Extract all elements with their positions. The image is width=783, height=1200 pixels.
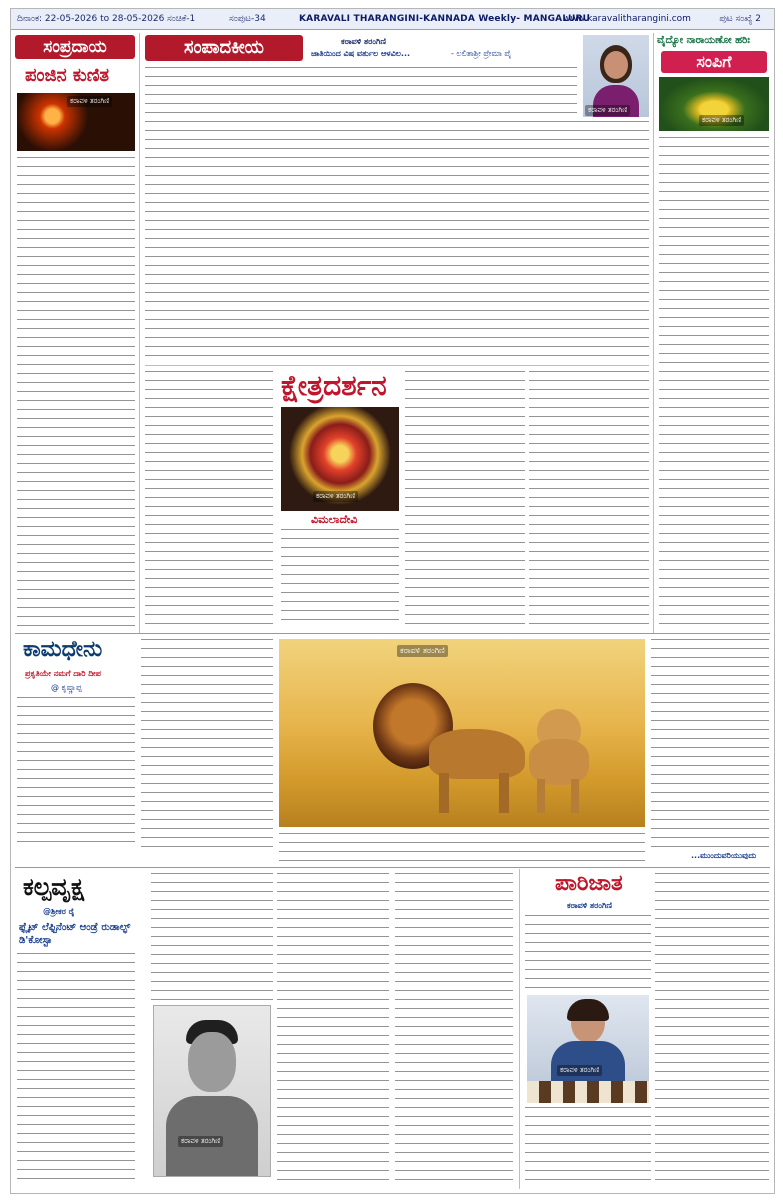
vaidya-label: ವೈದ್ಯೋ ನಾರಾಯಣೋ ಹರಿಃ [657, 35, 750, 46]
kshetra-left-text [145, 371, 273, 627]
chess-player-photo [527, 995, 649, 1103]
kamadhenu-title: ಕಾಮಧೇನು [23, 637, 103, 662]
volume-number: ಸಂಪುಟ-34 [229, 14, 266, 24]
issue-number: ಸಂಚಿಕೆ-1 [167, 14, 196, 24]
vimaladevi-watermark: ಕರಾವಳಿ ತರಂಗಿಣಿ [313, 491, 358, 502]
kshetra-title: ಕ್ಷೇತ್ರದರ್ಶನ [281, 369, 387, 402]
portrait-watermark: ಕರಾವಳಿ ತರಂಗಿಣಿ [178, 1136, 223, 1147]
sampige-title: ಸಂಪಿಗೆ [661, 51, 767, 73]
section-sampradaya-label: ಸಂಪ್ರದಾಯ [15, 35, 135, 59]
parijata-text-col1b [525, 1107, 651, 1183]
kshetra-right-text-2 [529, 371, 649, 627]
kamadhenu-text-right [651, 639, 769, 849]
kamadhenu-text-bottom [279, 833, 645, 863]
website-link[interactable]: www.karavalitharangini.com [563, 14, 691, 24]
editorial-photo-watermark: ಕರಾವಳಿ ತರಂಗಿಣಿ [585, 105, 630, 116]
section-editorial-label: ಸಂಪಾದಕೀಯ [145, 35, 303, 61]
newspaper-page [10, 8, 775, 1194]
kalpavriksha-author: @ಶ್ರೀಕರ ರೈ [43, 907, 75, 916]
chess-watermark: ಕರಾವಳಿ ತರಂಗಿಣಿ [557, 1065, 602, 1076]
editorial-author-photo [583, 35, 649, 117]
sampige-watermark: ಕರಾವಳಿ ತರಂಗಿಣಿ [699, 115, 744, 126]
lions-watermark: ಕರಾವಳಿ ತರಂಗಿಣಿ [397, 645, 448, 657]
parijata-text-col2 [655, 873, 769, 1183]
editorial-paper-name: ಕರಾವಳಿ ತರಂಗಿಣಿ [341, 37, 386, 46]
sampige-article-text [659, 137, 769, 627]
kalpavriksha-text-col4 [395, 873, 513, 1183]
andre-dcosta-portrait [153, 1005, 271, 1177]
kalpavriksha-text-col1 [17, 953, 135, 1183]
sampradaya-article-text [17, 157, 135, 627]
photo-watermark: ಕರಾವಳಿ ತರಂಗಿಣಿ [67, 96, 112, 107]
editorial-text [145, 67, 577, 117]
continued-note: ...ಮುಂದುವರಿಯುವುದು [691, 851, 757, 860]
editorial-author: - ಲಲಿತಾಶ್ರೀ ಪ್ರೇಮಾ ಪೈ [451, 49, 512, 58]
parijata-title: ಪಾರಿಜಾತ [555, 871, 623, 896]
kamadhenu-subtitle: ಪ್ರಕೃತಿಯೇ ನಮಗೆ ದಾರಿ ದೀಪ [25, 669, 101, 678]
parijata-subtitle: ಕರಾವಳಿ ತರಂಗಿಣಿ [567, 901, 612, 910]
kamadhenu-text-col2 [141, 639, 273, 849]
vimaladevi-caption: ವಿಮಲಾದೇವಿ [311, 513, 358, 526]
sampradaya-title: ಪಂಜಿನ ಕುಣಿತ [25, 65, 109, 86]
issue-date: ದಿನಾಂಕ: 22-05-2026 to 28-05-2026 [17, 14, 165, 24]
kshetra-center-text [281, 529, 399, 627]
paper-title: KARAVALI THARANGINI-KANNADA Weekly- MANGALURU [299, 14, 591, 24]
kamadhenu-author: @ ಕೃಷ್ಣಾಪ್ಪ [51, 683, 82, 692]
masthead-bar [11, 9, 774, 30]
parijata-text-col1 [525, 915, 651, 991]
kshetra-right-text [405, 371, 525, 627]
lions-photo [279, 639, 645, 827]
vimaladevi-photo [281, 407, 399, 511]
kalpavriksha-subject: ಫ್ಲೈಟ್ ಲೆಫ್ಟಿನೆಂಟ್ ಆಂಡ್ರೆ ರುಡಾಲ್ಫ್ ಡಿ'ಕೋಸ್ಟಾ [19, 922, 131, 946]
sampige-flower-photo [659, 77, 769, 131]
kalpavriksha-title: ಕಲ್ಪವೃಕ್ಷ [23, 873, 84, 901]
panjina-kunita-photo [17, 93, 135, 151]
editorial-subtitle: ಜಾತಿಯಿಂದ ವಿಷ ವರ್ತುಲ ಆಳವಿಲ... [311, 49, 411, 58]
editorial-text-main [145, 121, 649, 361]
page-number: ಪುಟ ಸಂಖ್ಯೆ 2 [719, 14, 761, 24]
kalpavriksha-text-col3 [277, 873, 389, 1183]
kamadhenu-text-col1 [17, 697, 135, 849]
kalpavriksha-text-col2a [151, 873, 273, 1001]
